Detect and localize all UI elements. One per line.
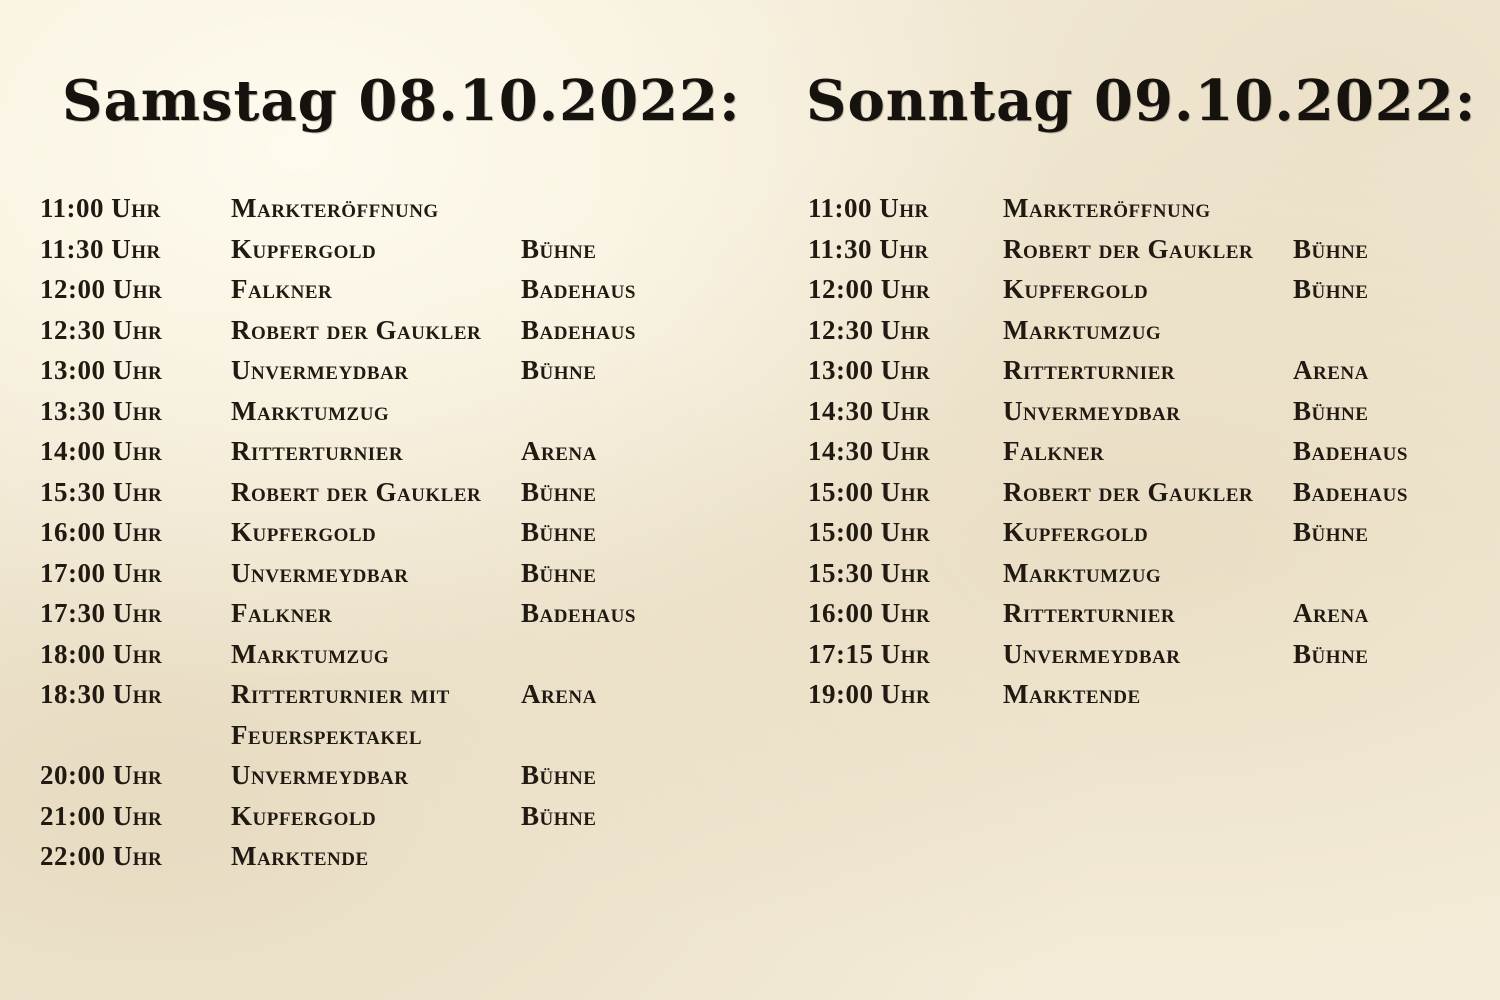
event-row [40,350,636,391]
saturday-title: Samstag 08.10.2022: [62,68,741,134]
sunday-title: Sonntag 09.10.2022: [806,68,1477,134]
event-time: 11:00 Uhr [40,193,161,223]
event-act: Falkner [231,274,333,304]
event-time: 14:30 Uhr [808,395,931,426]
event-time: 17:15 Uhr [808,638,931,669]
event-time: 15:00 Uhr [808,476,931,507]
event-location: Bühne [521,233,597,264]
event-act: Robert der Gaukler [1003,476,1254,507]
event-row [40,796,636,837]
event-location: Bühne [1293,517,1369,547]
event-act: Robert der Gaukler [231,314,482,345]
event-time: 11:30 Uhr [40,233,161,264]
event-act: Marktumzug [231,395,390,426]
event-row [808,593,1408,634]
event-act: Kupfergold [231,517,377,547]
event-row [808,512,1408,553]
event-row [40,391,636,432]
event-act: Kupfergold [231,800,377,831]
event-row [40,755,636,796]
event-location: Badehaus [521,598,636,628]
event-location: Badehaus [1293,476,1408,507]
event-location: Arena [521,436,597,466]
event-time: 20:00 Uhr [40,760,163,790]
saturday-schedule [40,188,636,877]
event-row [808,269,1408,310]
event-time: 16:00 Uhr [40,517,163,547]
event-row [40,472,636,513]
event-row [808,188,1408,229]
event-location: Arena [1293,355,1369,385]
event-act: Unvermeydbar [1003,638,1181,669]
event-act: Markteröffnung [1003,193,1211,223]
event-time: 18:30 Uhr [40,679,163,709]
event-location: Bühne [1293,395,1369,426]
event-location: Badehaus [521,274,636,304]
event-act: Kupfergold [1003,517,1149,547]
event-time: 13:00 Uhr [40,355,163,385]
event-time: 14:30 Uhr [808,436,931,466]
event-location: Arena [1293,598,1369,628]
event-act: Unvermeydbar [231,355,409,385]
event-act: Markteröffnung [231,193,439,223]
event-time: 12:30 Uhr [808,314,931,345]
event-location: Bühne [521,476,597,507]
event-act: Marktende [231,841,369,871]
event-act: Robert der Gaukler [1003,233,1254,264]
event-row [808,472,1408,513]
event-location: Bühne [521,355,597,385]
event-act: Unvermeydbar [231,760,409,790]
event-row [40,593,636,634]
event-row [808,674,1408,715]
event-time: 12:30 Uhr [40,314,163,345]
event-act: Ritterturnier [231,436,404,466]
event-time: 21:00 Uhr [40,800,163,831]
event-location: Badehaus [521,314,636,345]
event-act: Falkner [231,598,333,628]
event-row [40,188,636,229]
event-act: Kupfergold [1003,274,1149,304]
event-act: Unvermeydbar [231,557,409,588]
event-time: 12:00 Uhr [40,274,163,304]
event-row [808,310,1408,351]
event-act: Ritterturnier [1003,355,1176,385]
event-location: Badehaus [1293,436,1408,466]
event-act: Marktumzug [1003,557,1162,588]
event-location: Bühne [521,557,597,588]
event-row [40,836,636,877]
event-location: Bühne [521,760,597,790]
event-time: 13:00 Uhr [808,355,931,385]
event-row [40,310,636,351]
event-time: 17:30 Uhr [40,598,163,628]
event-location: Bühne [1293,638,1369,669]
event-location: Bühne [1293,274,1369,304]
event-time: 11:00 Uhr [808,193,929,223]
event-time: 12:00 Uhr [808,274,931,304]
event-row [40,553,636,594]
event-time: 18:00 Uhr [40,638,163,669]
event-row [40,674,636,755]
event-act: Marktumzug [231,638,390,669]
event-row [808,391,1408,432]
sunday-schedule [808,188,1408,715]
event-location: Bühne [1293,233,1369,264]
event-location: Bühne [521,800,597,831]
event-row [808,634,1408,675]
event-row [40,229,636,270]
event-act: Marktumzug [1003,314,1162,345]
event-act: Ritterturnier mit Feuerspektakel [231,679,450,750]
event-time: 16:00 Uhr [808,598,931,628]
event-row [808,553,1408,594]
event-act: Ritterturnier [1003,598,1176,628]
event-row [808,229,1408,270]
event-time: 15:30 Uhr [40,476,163,507]
event-act: Unvermeydbar [1003,395,1181,426]
event-time: 22:00 Uhr [40,841,163,871]
event-act: Kupfergold [231,233,377,264]
event-time: 15:00 Uhr [808,517,931,547]
event-time: 17:00 Uhr [40,557,163,588]
event-row [40,512,636,553]
event-act: Robert der Gaukler [231,476,482,507]
event-act: Falkner [1003,436,1105,466]
event-act: Marktende [1003,679,1141,709]
event-time: 13:30 Uhr [40,395,163,426]
event-location: Arena [521,679,597,709]
event-row [40,431,636,472]
event-row [40,269,636,310]
event-time: 11:30 Uhr [808,233,929,264]
event-time: 15:30 Uhr [808,557,931,588]
event-row [808,350,1408,391]
event-row [808,431,1408,472]
event-time: 19:00 Uhr [808,679,931,709]
event-time: 14:00 Uhr [40,436,163,466]
event-location: Bühne [521,517,597,547]
event-row [40,634,636,675]
